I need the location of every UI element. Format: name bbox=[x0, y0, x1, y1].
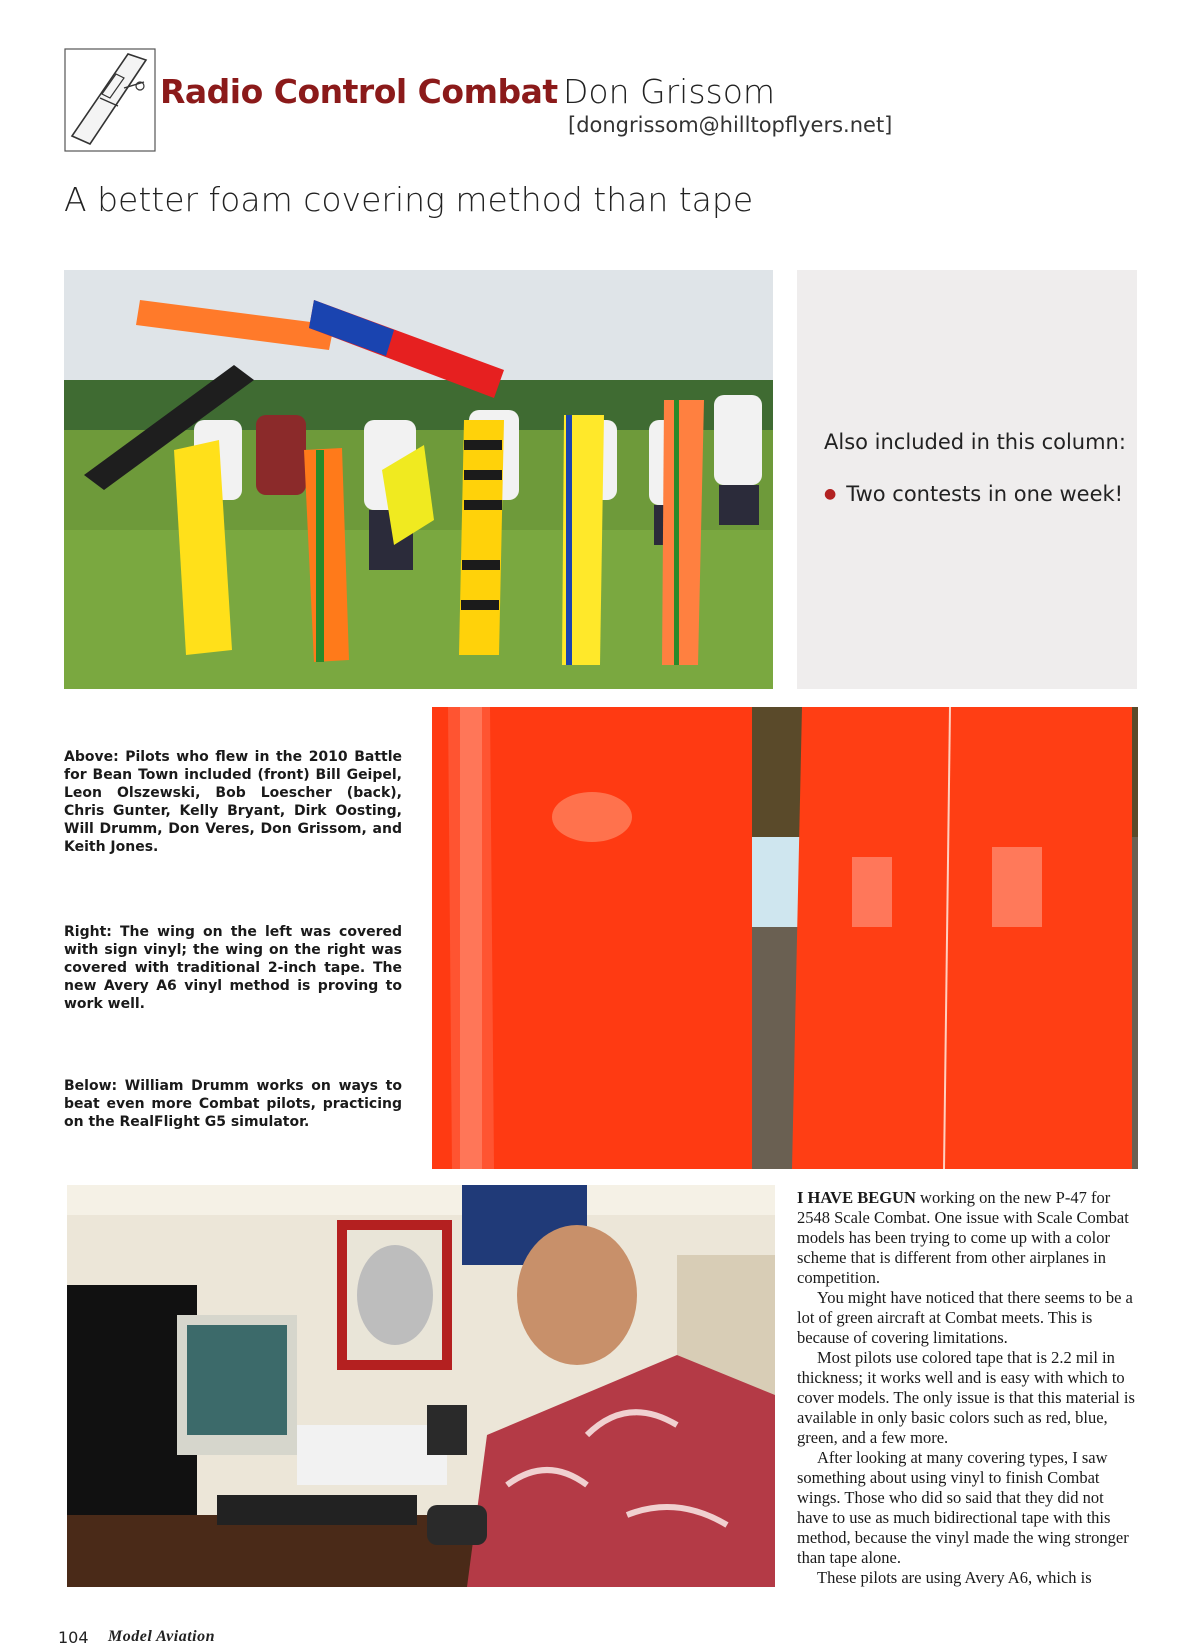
caption-right: Right: The wing on the left was covered with sign vinyl; the wing on the right was covered with traditional 2-inch tape. The new Avery A6 vinyl method is proving to work well. bbox=[64, 924, 402, 1012]
section-title: Radio Control Combat bbox=[160, 72, 558, 111]
simulator-photo bbox=[67, 1185, 775, 1587]
caption-above: Above: Pilots who flew in the 2010 Battle for Bean Town included (front) Bill Geipel, Leon Olszewski, Bob Loescher (back), Chris Gunter, Kelly Bryant, Dirk Oosting, Will Drumm, Don Veres, Don Grissom, and Keith Jones. bbox=[64, 749, 402, 855]
column-logo bbox=[64, 48, 156, 152]
caption-below: Below: William Drumm works on ways to beat even more Combat pilots, practicing on the RealFlight G5 simulator. bbox=[64, 1078, 402, 1130]
article-headline: A better foam covering method than tape bbox=[64, 180, 754, 219]
paragraph bbox=[797, 1188, 1137, 1288]
paragraph: You might have noticed that there seems to be a lot of green aircraft at Combat meets. This is because of covering limitations. bbox=[797, 1288, 1133, 1347]
combat-plane-logo-icon bbox=[64, 48, 156, 152]
author-email: [dongrissom@hilltopflyers.net] bbox=[568, 113, 893, 137]
sidebar-item bbox=[824, 482, 1123, 506]
author-name: Don Grissom bbox=[563, 72, 776, 111]
paragraph: These pilots are using Avery A6, which is bbox=[817, 1568, 1092, 1587]
paragraph: After looking at many covering types, I saw something about using vinyl to finish Combat wings. Those who did so said that they did not have to use as much bidirectional tape with this method, because the vinyl made the wing stronger than tape alone. bbox=[797, 1448, 1129, 1567]
sidebar-title: Also included in this column: bbox=[824, 430, 1126, 454]
group-photo bbox=[64, 270, 773, 689]
sidebar-box bbox=[797, 270, 1137, 689]
paragraph: Most pilots use colored tape that is 2.2 mil in thickness; it works well and is easy with which to cover models. The only issue is that this material is available in only basic colors such as red, blue, green, and a few more. bbox=[797, 1348, 1135, 1447]
article-body bbox=[797, 1188, 1137, 1588]
sidebar-item-label: Two contests in one week! bbox=[846, 482, 1124, 506]
lead-in: I HAVE BEGUN bbox=[797, 1188, 916, 1207]
paragraph-text: working on the new P-47 for 2548 Scale Combat. One issue with Scale Combat models has been trying to come up with a color scheme that is different from other airplanes in competition. bbox=[797, 1188, 1129, 1287]
bullet-icon: ● bbox=[824, 486, 837, 502]
page-number: 104 bbox=[58, 1628, 89, 1647]
wings-photo bbox=[432, 707, 1138, 1169]
magazine-name: Model Aviation bbox=[108, 1628, 215, 1645]
